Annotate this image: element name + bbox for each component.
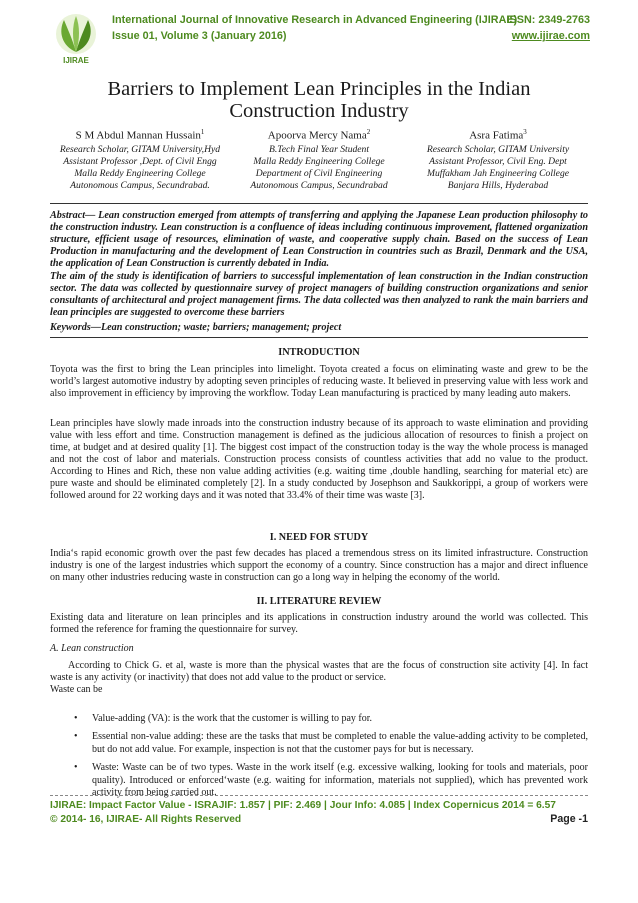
author-1 <box>50 126 230 193</box>
journal-volume: Issue 01, Volume 3 (January 2016) <box>112 30 287 42</box>
divider <box>50 337 588 338</box>
author-affiliation: Malla Reddy Engineering College <box>74 168 206 180</box>
author-affiliation: Research Scholar, GITAM University <box>426 143 570 155</box>
waste-type-list <box>50 713 588 805</box>
bullet-icon: • <box>74 762 78 774</box>
abstract-paragraph-1: Abstract— Lean construction emerged from attempts of transferring and applying the Japanese Lean production philosophy to the construction industry. Lean construction is a confluence of ideas including continuous improvement, flattened organization structure, efficient usage of resources, elimination of waste, and cooperative supply chain. Based on the success of Lean Production in manufacturing and the development of Lean Construction in countries such as Brazil, Denmark and the USA, the application of Lean Construction is currently debated in India. <box>50 210 588 269</box>
author-affiliation: Assistant Professor ,Dept. of Civil Engg <box>63 156 217 168</box>
author-affiliation: Department of Civil Engineering <box>255 168 383 180</box>
keywords: Keywords—Lean construction; waste; barriers; management; project <box>50 322 342 333</box>
author-affiliation: Autonomous Campus, Secundrabad. <box>70 180 210 192</box>
journal-name: International Journal of Innovative Research in Advanced Engineering (IJIRAE) <box>112 14 518 26</box>
author-affiliation: B.Tech Final Year Student <box>268 143 370 155</box>
lit-paragraph-3: Waste can be <box>50 684 103 695</box>
author-affiliation: Assistant Professor, Civil Eng. Dept <box>429 156 567 168</box>
section-heading-literature-review: II. LITERATURE REVIEW <box>256 596 382 607</box>
footer-copyright: © 2014- 16, IJIRAE- All Rights Reserved <box>50 814 242 825</box>
author-3 <box>408 126 588 193</box>
author-affiliation: Autonomous Campus, Secundrabad <box>250 180 388 192</box>
journal-issn: ISSN: 2349-2763 <box>506 14 590 26</box>
footer-impact-factor: IJIRAE: Impact Factor Value - ISRAJIF: 1.857 | PIF: 2.469 | Jour Info: 4.085 | Index Copernicus 2014 = 6.57 <box>50 800 556 811</box>
list-item: • Value-adding (VA): is the work that the customer is willing to pay for. <box>74 713 373 724</box>
author-block <box>50 126 588 192</box>
author-affiliation: Research Scholar, GITAM University,Hyd <box>59 143 221 155</box>
divider <box>50 203 588 204</box>
footer-divider <box>50 795 588 796</box>
lit-paragraph-2: According to Chick G. et al, waste is more than the physical wastes that are the focus of construction site activity [4]. In fact waste is any activity (or inactivity) that does not add value to the product or service. <box>50 660 588 683</box>
need-paragraph: India‘s rapid economic growth over the past few decades has placed a tremendous stress on its limited infrastructure. Construction industry is one of the largest industries which support the economy of a country. Since construction has a major and direct influence on many other industries reducing waste in construction can go a long way in helping the economy of the world. <box>50 548 588 583</box>
intro-paragraph-1: Toyota was the first to bring the Lean principles into limelight. Toyota created a focus on eliminating waste and grew to be the world’s largest automotive industry by adopting seven principles of reducing waste. It believed in preserving value with less work and also improvement in efficiency by improving the workflow. Today Lean manufacturing is practiced by many leading auto makers. <box>50 364 588 399</box>
author-affiliation: Malla Reddy Engineering College <box>253 156 385 168</box>
bullet-icon: • <box>74 731 78 743</box>
paper-title-line-1: Barriers to Implement Lean Principles in the Indian <box>107 78 531 100</box>
author-name: S M Abdul Mannan Hussain$^1$ <box>75 128 205 142</box>
journal-url-link[interactable]: www.ijirae.com <box>511 30 590 42</box>
subheading-lean-construction: A. Lean construction <box>50 643 134 654</box>
author-affiliation: Muffakham Jah Engineering College <box>426 168 569 180</box>
ijirae-logo <box>50 12 102 66</box>
svg-text:IJIRAE: IJIRAE <box>63 56 89 65</box>
list-item: • Waste: Waste can be of two types. Waste in the work itself (e.g. excessive walking, looking for tools and materials, poor quality). Introduced or enforced‘waste (e.g. waiting for information, materials not supplied), which has prevented work activity from being carried out. <box>74 762 588 799</box>
author-name: Asra Fatima$^3$ <box>469 128 527 142</box>
section-heading-introduction: INTRODUCTION <box>278 347 360 358</box>
page-number: Page -1 <box>550 813 588 825</box>
author-2 <box>234 126 404 193</box>
abstract-paragraph-2: The aim of the study is identification of barriers to successful implementation of lean construction in the Indian construction sector. The data was collected by questionnaire survey of project managers of building construction organizations and senior consultants of architectural and project management firms. The data collected was then analyzed to rank the main barriers and lean principles are suggested to overcome these barriers <box>50 271 588 318</box>
author-affiliation: Banjara Hills, Hyderabad <box>447 180 549 192</box>
section-heading-need-for-study: I. NEED FOR STUDY <box>269 532 369 543</box>
paper-title-line-2: Construction Industry <box>229 100 409 122</box>
author-name: Apoorva Mercy Nama$^2$ <box>267 128 371 142</box>
bullet-icon: • <box>74 713 78 724</box>
journal-header <box>50 8 590 70</box>
list-item: • Essential non-value adding: these are the tasks that must be completed to enable the value-adding activity to be completed, but do not add value. For example, inspection is not that the customer pays for but is necessary. <box>74 731 588 755</box>
intro-paragraph-2: Lean principles have slowly made inroads into the construction industry because of its approach to waste elimination and providing value with less effort and time. Construction management is defined as the judicious allocation of resources to finish a project on time, at budget and at desired quality [1]. The biggest cost impact of the construction today is the way the whole process is managed and not the cost of labor and materials. Construction process consists of countless activities that add no value to the product. According to Hines and Rich, these non value adding activities (e.g. waiting time ,double handling, searching for material etc) are pure waste and should be eliminated completely [2]. In a study conducted by Josephson and Saukkorippi, a group of workers were followed around for 22 working days and it was noted that 33.4% of their time was waste [3]. <box>50 418 588 501</box>
lit-paragraph-1: Existing data and literature on lean principles and its applications in construction industry around the world was collected. This formed the reference for framing the questionnaire for survey. <box>50 612 588 635</box>
